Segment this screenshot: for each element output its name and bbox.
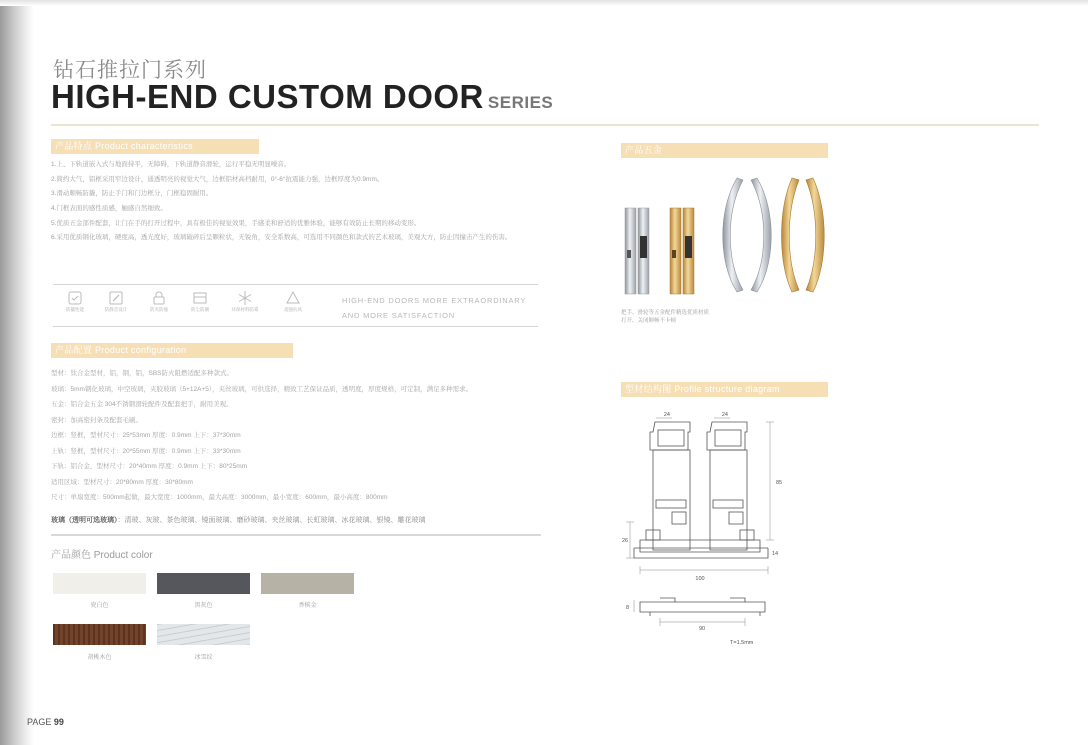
icon-caption: 防静音设计	[104, 307, 128, 312]
config-line: 密封：加高密封条及配套毛刷。	[51, 416, 142, 424]
config-line: 边框：竖框，型材尺寸：25*53mm 厚度：0.9mm 上下：37*30mm	[51, 432, 241, 439]
config-list	[51, 366, 541, 506]
feature-icon-item	[223, 289, 267, 313]
silver-handles	[723, 178, 772, 292]
feature-line: 6.采用优质钢化玻璃，硬度高，透光度好，玻璃破碎后呈颗粒状，无锐角，安全系数高，可选用不同颜色和款式的艺术玻璃，美观大方，防止因撞击产生的伤害。	[51, 234, 512, 242]
page-number: 99	[53, 717, 64, 727]
profile-heading: 型材结构图 Profile structure diagram	[621, 382, 828, 397]
icon-caption: 超强抗风	[284, 307, 302, 312]
page-title	[51, 78, 553, 116]
brush-icon	[107, 289, 125, 307]
features-heading: 产品特点 Product characteristics	[51, 139, 259, 154]
config-line: 上轨：竖框，型材尺寸：20*55mm 厚度：0.9mm 上下：33*30mm	[51, 447, 241, 455]
profile-diagram	[620, 412, 790, 652]
config-heading: 产品配置 Product configuration	[51, 343, 293, 358]
glass-options: 玻璃（透明可选玻璃）：清玻、灰玻、茶色玻璃、镜面玻璃、磨砂玻璃、夹丝玻璃、长虹玻璃、冰花玻璃、银镜、雕花玻璃	[51, 517, 426, 524]
slogan-line: HIGH-END DOORS MORE EXTRAORDINARY	[342, 296, 527, 305]
feature-icon-item	[94, 289, 138, 313]
feature-icon-item	[178, 289, 222, 313]
config-line: 五金：铝合金五金 304不锈钢滑轮配件及配套把手，耐用美观。	[51, 401, 233, 408]
config-line: 适用区域：型材尺寸：20*80mm 厚度：30*80mm	[51, 478, 193, 486]
color-label: 香槟金	[298, 603, 317, 609]
color-label: 胡桃木色	[87, 655, 112, 661]
dim-label: 24	[721, 412, 728, 418]
glass-options-text: 清玻、灰玻、茶色玻璃、镜面玻璃、磨砂玻璃、夹丝玻璃、长虹玻璃、冰花玻璃、银镜、雕花玻璃	[124, 517, 426, 524]
feature-icon-item	[271, 289, 315, 313]
silver-lock-body	[625, 208, 649, 294]
slogan-line: AND MORE SATISFACTION	[342, 311, 455, 320]
feature-line: 2.简约大气，铝框采用窄边设计，通透明亮的视觉大气，边框铝材高档耐用，0°-6°抗震能力强，边框厚度为0.9mm。	[51, 175, 384, 183]
dim-label: 85	[776, 480, 783, 486]
feature-line: 3.滑动顺畅防撬，防止手门和门边框分，门框稳固耐用。	[51, 190, 213, 198]
hardware-illustration	[620, 170, 840, 300]
slogan	[342, 293, 526, 323]
title-suffix: SERIES	[487, 93, 554, 112]
glass-label: 玻璃（透明可选玻璃）	[51, 517, 118, 524]
header-divider	[51, 124, 1039, 126]
color-heading: 产品颜色 Product color	[51, 550, 153, 561]
color-label: 冰雪纹	[194, 655, 213, 661]
thickness-note: T=1.5mm	[730, 640, 754, 646]
icon-caption: 防撬性能	[66, 307, 84, 312]
feature-icons-strip	[53, 284, 538, 327]
feature-icon-item	[137, 289, 181, 313]
dim-label: 24	[663, 412, 670, 418]
features-list	[51, 158, 551, 246]
feature-icon-item	[53, 289, 97, 313]
icon-caption: 防夹防撞	[150, 307, 168, 312]
accessories-heading: 产品五金	[621, 143, 828, 158]
color-swatch	[53, 624, 146, 645]
config-line: 下轨：铝合金，型材尺寸：20*40mm 厚度：0.9mm 上下：80*25mm	[51, 463, 248, 470]
box-icon	[191, 289, 209, 307]
icon-caption: 环保材料防霉	[231, 307, 259, 312]
color-swatch	[53, 573, 146, 594]
dim-label: 100	[695, 576, 705, 582]
book-spine-shadow	[0, 0, 34, 745]
top-shadow	[0, 0, 1088, 6]
color-swatch	[157, 624, 250, 645]
config-line: 玻璃：5mm钢化玻璃，中空玻璃，夹胶玻璃（5+12A+5），夹丝玻璃，可供选择，精致工艺保证品质，透明度，厚度规格，可定制，满足多种需求。	[51, 385, 473, 393]
color-label: 瓷白色	[90, 603, 109, 609]
lock-icon	[150, 289, 168, 307]
dim-label: 26	[622, 538, 629, 544]
feature-line: 4.门框表面的感性质感，触感自然细致。	[51, 205, 167, 213]
accessories-caption	[621, 309, 709, 325]
title-text: HIGH-END CUSTOM DOOR	[51, 78, 484, 115]
gold-handles	[782, 178, 825, 292]
dim-label: 14	[772, 551, 779, 557]
icon-caption: 防尘防潮	[191, 307, 209, 312]
caption-line: 把手、滑轮等五金配件精选优质材质	[621, 310, 710, 316]
config-line: 尺寸：单扇宽度：500mm起做，最大宽度：1000mm，最大高度：3000mm，最小宽度：600mm，最小高度：800mm	[51, 494, 388, 501]
config-divider	[51, 534, 541, 536]
page-label: PAGE	[27, 717, 52, 727]
config-line: 型材：钛合金型材，铝，钢，铝，SBS防火阻燃适配多种款式。	[51, 370, 234, 377]
series-subtitle-cn: 钻石推拉门系列	[53, 59, 207, 82]
dim-label: 8	[626, 605, 630, 611]
color-swatch	[261, 573, 354, 594]
page-footer	[27, 717, 64, 727]
gold-lock-body	[670, 208, 694, 294]
color-label: 黑灰色	[194, 603, 213, 609]
triangle-frame-icon	[284, 289, 302, 307]
snowflake-icon	[236, 289, 254, 307]
caption-line: 打开、关闭顺畅不卡顿	[621, 318, 677, 324]
color-swatch	[157, 573, 250, 594]
shield-badge-icon	[66, 289, 84, 307]
feature-line: 5.优质五金部件配套，让门在手的打开过程中，具有极佳的视觉效果，手感柔和舒适的优雅体验，能够有效防止长期的移动变形。	[51, 219, 421, 227]
dim-label: 90	[698, 626, 706, 632]
feature-line: 1.上、下轨道嵌入式与地面持平，无障碍，下轨道静音滑轮，运行平稳无明显噪音。	[51, 161, 291, 168]
